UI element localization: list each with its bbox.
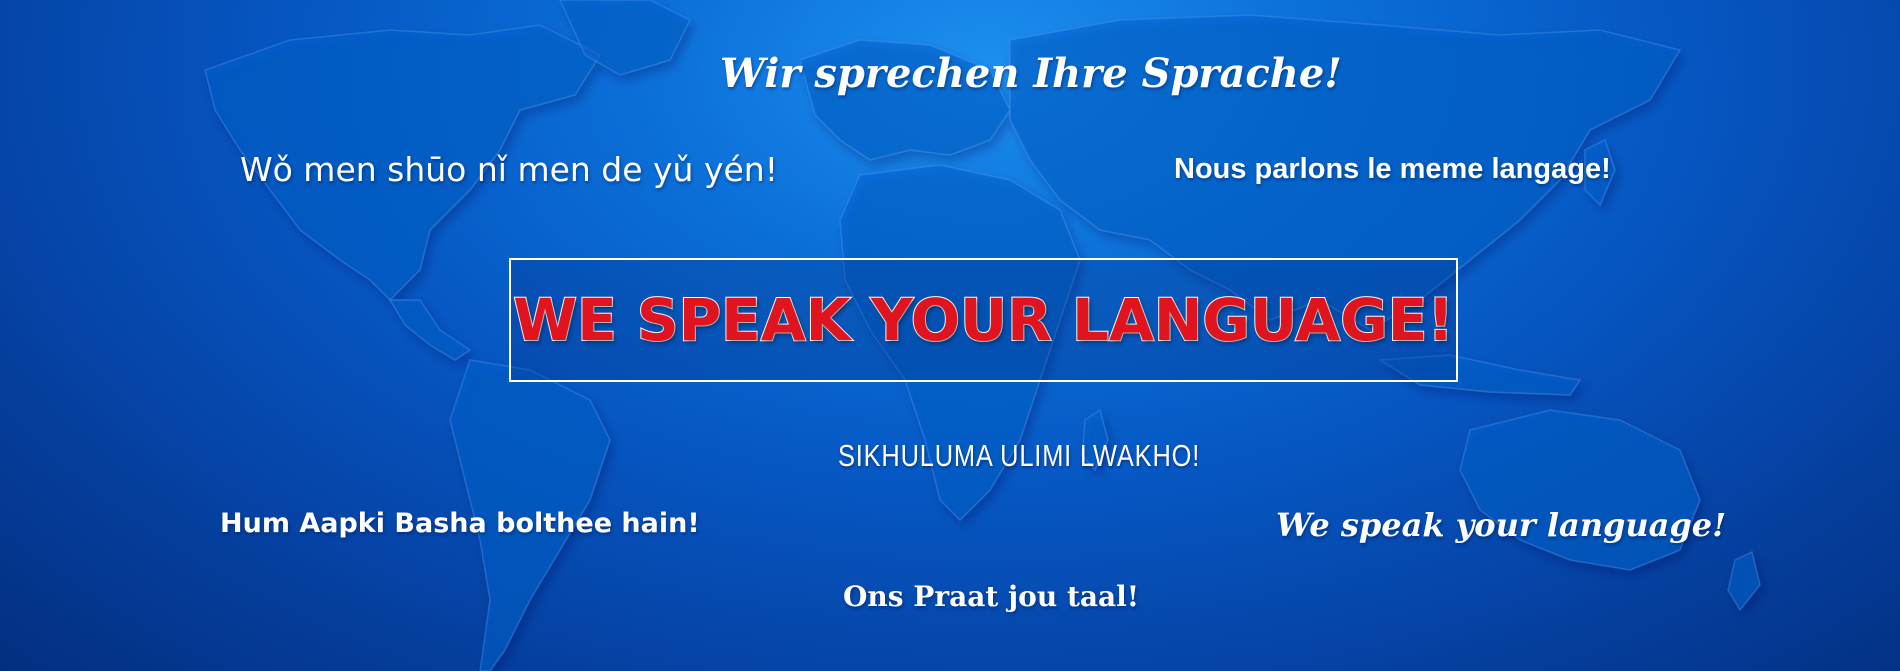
headline-box	[509, 258, 1458, 382]
phrase-chinese-pinyin: Wǒ men shūo nǐ men de yǔ yén!	[240, 150, 778, 189]
phrase-afrikaans: Ons Praat jou taal!	[843, 580, 1140, 613]
phrase-french: Nous parlons le meme langage!	[1174, 153, 1611, 185]
phrase-german: Wir sprechen Ihre Sprache!	[720, 50, 1342, 97]
continent-new-zealand	[1728, 552, 1760, 610]
phrase-english: We speak your language!	[1276, 506, 1727, 544]
continent-australia	[1460, 410, 1700, 570]
phrase-zulu: SIKHULUMA ULIMI LWAKHO!	[838, 438, 1201, 473]
phrase-hindi: Hum Aapki Basha bolthee hain!	[220, 508, 700, 539]
continent-central-america	[390, 300, 470, 360]
headline-title: WE SPEAK YOUR LANGUAGE!	[513, 286, 1454, 354]
